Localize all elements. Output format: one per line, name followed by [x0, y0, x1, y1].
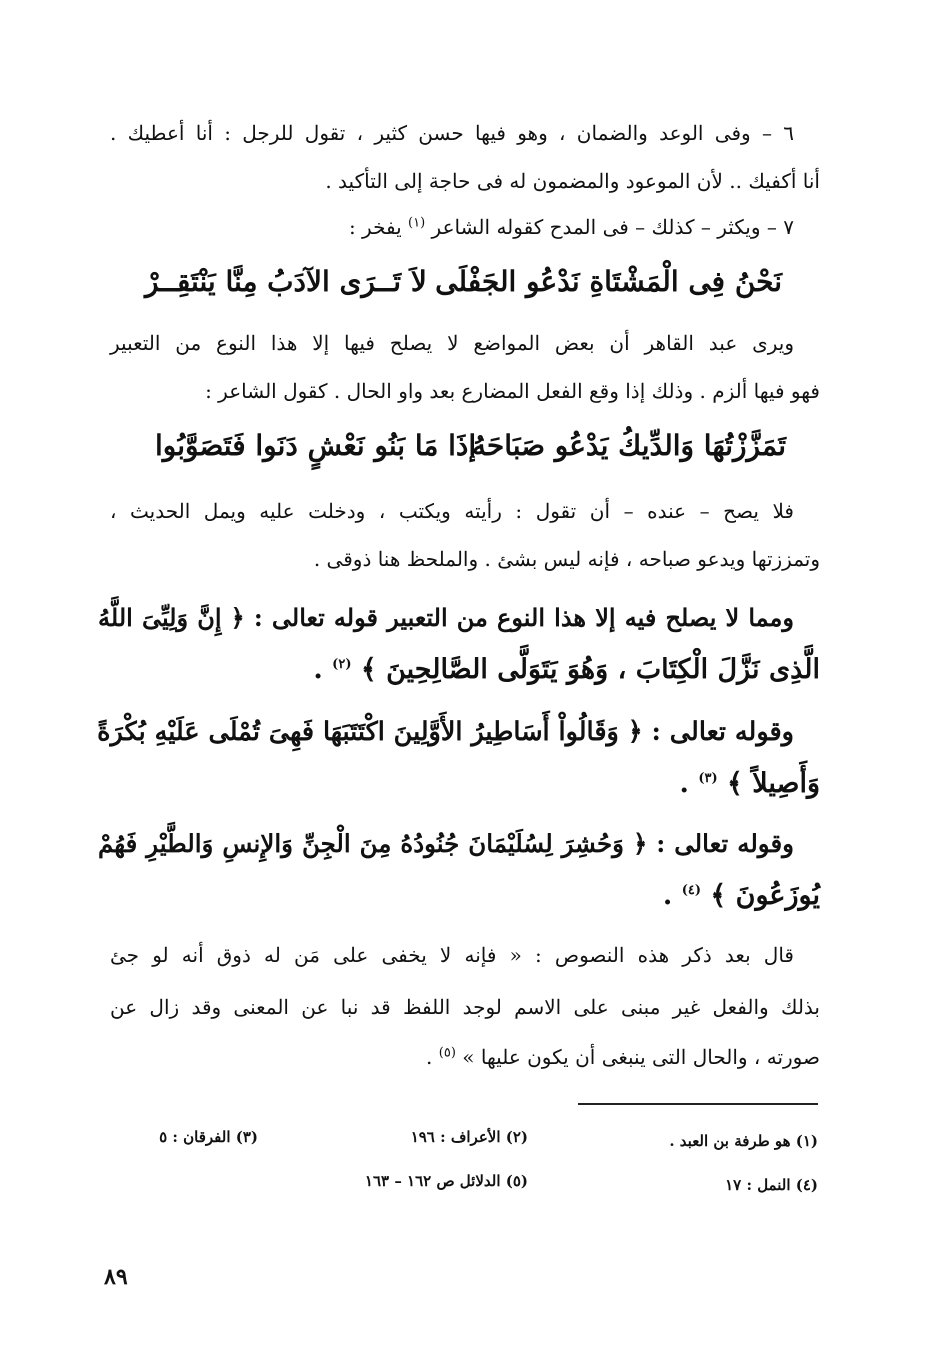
- paragraph-10-line-1: ومما لا يصلح فيه إلا هذا النوع من التعبير قوله تعالى : ﴿ إِنَّ وَلِيِّىَ اللَّهُ: [98, 603, 794, 632]
- paragraph-7-text: ٧ – ويكثر – كذلك – فى المدح كقوله الشاعر: [431, 215, 794, 239]
- footnote-divider: [578, 1103, 818, 1105]
- quran-verse-text: يُوزَعُونَ ﴾: [710, 880, 820, 911]
- quote-text: صورته ، والحال التى ينبغى أن يكون عليها »: [462, 1045, 820, 1069]
- page-number: ٨٩: [104, 1264, 128, 1290]
- footnote-ref-3: (٣): [698, 771, 718, 786]
- paragraph-12-line-1: وقوله تعالى : ﴿ وَحُشِرَ لِسُلَيْمَانَ جُنُودُهُ مِنَ الْجِنِّ وَالإِنسِ وَالطَّيْرِ فَهُمْ: [98, 829, 794, 858]
- footnote-ref-4: (٤): [681, 883, 701, 898]
- footnote-3: (٣) الفرقان : ٥: [159, 1128, 258, 1146]
- paragraph-13-line-3: صورته ، والحال التى ينبغى أن يكون عليها » $^{(٥)}$ .: [426, 1045, 820, 1069]
- paragraph-13-line-2: بذلك والفعل غير مبنى على الاسم لوجد اللفظ قد نبا عن المعنى وقد زال عن: [110, 995, 820, 1019]
- footnote-5: (٥) الدلائل ص ١٦٢ – ١٦٣: [364, 1172, 528, 1190]
- paragraph-12-line-2: يُوزَعُونَ ﴾ $^{(٤)}$ .: [662, 880, 820, 911]
- paragraph-10-line-2: الَّذِى نَزَّلَ الْكِتَابَ ، وَهُوَ يَتَوَلَّى الصَّالِحِينَ ﴾ $^{(٢)}$ .: [313, 654, 820, 685]
- paragraph-6-line-1: ٦ – وفى الوعد والضمان ، وهو فيها حسن كثير ، تقول للرجل : أنا أعطيك .: [110, 121, 794, 145]
- verse-1-first-hemistich: نَحْنُ فِى الْمَشْتَاةِ نَدْعُو الجَفْلَى: [435, 265, 782, 298]
- footnote-ref-1: (١): [408, 215, 426, 231]
- paragraph-8-line-1: ويرى عبد القاهر أن بعض المواضع لا يصلح فيها إلا هذا النوع من التعبير: [110, 331, 794, 355]
- footnote-ref-5: (٥): [438, 1045, 456, 1061]
- paragraph-6-line-2: أنا أكفيك .. لأن الموعود والمضمون له فى حاجة إلى التأكيد .: [325, 169, 820, 193]
- paragraph-13-line-1: قال بعد ذكر هذه النصوص : « فإنه لا يخفى على مَن له ذوق أنه لو جئ: [110, 943, 794, 967]
- footnote-1: (١) هو طرفة بن العبد .: [669, 1132, 818, 1150]
- footnote-ref-2: (٢): [332, 657, 352, 672]
- paragraph-7: [110, 212, 820, 242]
- paragraph-8-line-2: فهو فيها ألزم . وذلك إذا وقع الفعل المضارع بعد واو الحال . كقول الشاعر :: [205, 379, 820, 403]
- verse-1-second-hemistich: لاَ تَــرَى الآدَبُ مِنَّا يَنْتَقِــرْ: [145, 265, 427, 298]
- quran-verse-text: الَّذِى نَزَّلَ الْكِتَابَ ، وَهُوَ يَتَوَلَّى الصَّالِحِينَ ﴾: [360, 654, 820, 685]
- paragraph-11-line-2: وَأَصِيلاً ﴾ $^{(٣)}$ .: [679, 768, 820, 799]
- paragraph-9-line-2: وتمززتها ويدعو صباحه ، فإنه ليس بشئ . والملحظ هنا ذوقى .: [313, 547, 820, 571]
- footnote-4: (٤) النمل : ١٧: [725, 1176, 818, 1194]
- footnote-2: (٢) الأعراف : ١٩٦: [410, 1128, 528, 1146]
- paragraph-7-text-end: يفخر :: [348, 215, 402, 239]
- quran-verse-text: وَأَصِيلاً ﴾: [727, 768, 820, 799]
- paragraph-11-line-1: وقوله تعالى : ﴿ وَقَالُواْ أَسَاطِيرُ الأَوَّلِينَ اكْتَتَبَهَا فَهِىَ تُمْلَى عَلَيْهِ بُكْرَةً: [97, 717, 794, 747]
- paragraph-9-line-1: فلا يصح – عنده – أن تقول : رأيته ويكتب ، ودخلت عليه ويمل الحديث ،: [110, 499, 794, 523]
- verse-2-first-hemistich: تَمَزَّزْتُهَا وَالدِّيكُ يَدْعُو صَبَاحَهُ: [471, 429, 786, 462]
- verse-2-second-hemistich: إذَا مَا بَنُو نَعْشٍ دَنَوا فَتَصَوَّبُوا: [155, 429, 477, 462]
